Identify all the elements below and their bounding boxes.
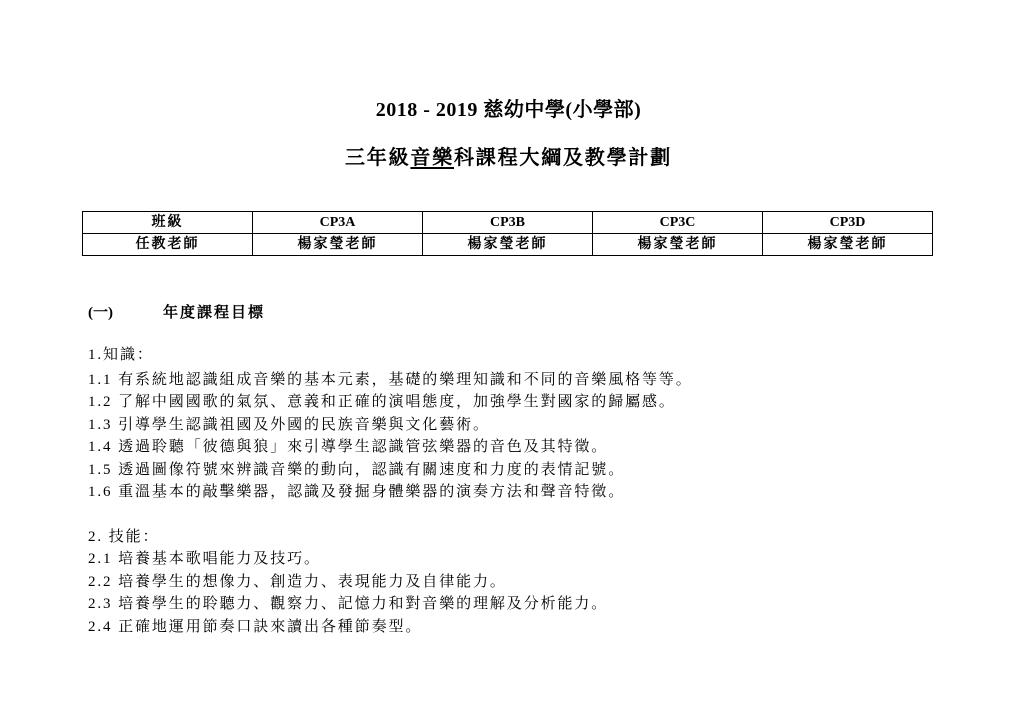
- table-cell: 楊家瑩老師: [253, 234, 423, 256]
- knowledge-heading: 1.知識：: [88, 347, 154, 363]
- list-item: 2.4 正確地運用節奏口訣來讀出各種節奏型。: [88, 619, 423, 635]
- table-header-cell: CP3C: [593, 212, 763, 234]
- list-item: 1.6 重溫基本的敲擊樂器，認識及發掘身體樂器的演奏方法和聲音特徵。: [88, 484, 626, 500]
- table-cell: 楊家瑩老師: [593, 234, 763, 256]
- subtitle-prefix: 三年級: [344, 147, 411, 169]
- table-cell: 楊家瑩老師: [423, 234, 593, 256]
- list-item: 1.5 透過圖像符號來辨識音樂的動向，認識有關速度和力度的表情記號。: [88, 462, 626, 478]
- table-header-row: [83, 212, 933, 234]
- class-teacher-table: [82, 211, 933, 256]
- table-header-cell: CP3B: [423, 212, 593, 234]
- list-item: 2.1 培養基本歌唱能力及技巧。: [88, 551, 321, 567]
- list-item: 1.3 引導學生認識祖國及外國的民族音樂與文化藝術。: [88, 417, 490, 433]
- table-header-cell: CP3A: [253, 212, 423, 234]
- skills-heading: 2. 技能：: [88, 529, 160, 545]
- table-header-cell: 班級: [83, 212, 253, 234]
- table-header-cell: CP3D: [763, 212, 933, 234]
- list-item: 1.1 有系統地認識組成音樂的基本元素，基礎的樂理知識和不同的音樂風格等等。: [88, 372, 693, 388]
- list-item: 2.3 培養學生的聆聽力、觀察力、記憶力和對音樂的理解及分析能力。: [88, 596, 609, 612]
- section-number: (一): [88, 305, 113, 321]
- section-title: 年度課程目標: [163, 305, 266, 321]
- table-row: [83, 234, 933, 256]
- table-cell: 任教老師: [83, 234, 253, 256]
- document-title: 2018 - 2019 慈幼中學(小學部): [375, 99, 642, 121]
- subtitle-suffix: 科課程大綱及教學計劃: [454, 147, 672, 169]
- subtitle-underlined-subject: 音樂: [410, 147, 454, 169]
- list-item: 2.2 培養學生的想像力、創造力、表現能力及自律能力。: [88, 574, 507, 590]
- list-item: 1.2 了解中國國歌的氣氛、意義和正確的演唱態度，加強學生對國家的歸屬感。: [88, 394, 676, 410]
- list-item: 1.4 透過聆聽「彼德與狼」來引導學生認識管弦樂器的音色及其特徵。: [88, 439, 609, 455]
- document-subtitle: [0, 145, 1017, 171]
- table-cell: 楊家瑩老師: [763, 234, 933, 256]
